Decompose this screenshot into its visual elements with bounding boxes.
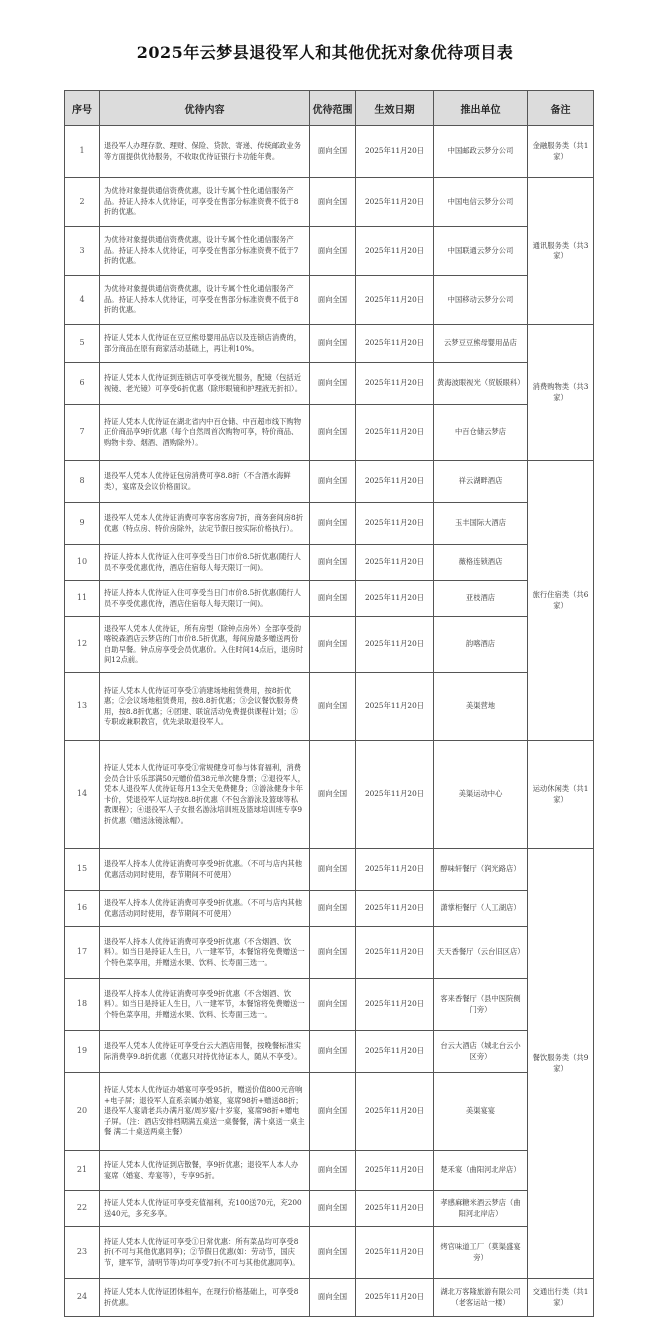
- row-no: 18: [65, 979, 100, 1031]
- row-unit: 烤官味道工厂（莫渠盛宴旁）: [434, 1227, 528, 1279]
- row-no: 22: [65, 1191, 100, 1227]
- header-row: [65, 91, 594, 126]
- table-row: [65, 461, 594, 503]
- row-scope: 面向全国: [310, 617, 356, 673]
- header-content: 优待内容: [100, 91, 310, 126]
- row-content: 持证人凭本人优待证团体租车，在现行价格基础上，可享受8折优惠。: [100, 1279, 310, 1317]
- row-date: 2025年11月20日: [356, 849, 434, 891]
- row-no: 17: [65, 927, 100, 979]
- row-no: 11: [65, 581, 100, 617]
- preferential-items-table: [64, 90, 594, 1317]
- row-unit: 天天香餐厅（云台旧区店）: [434, 927, 528, 979]
- row-unit: 薇格连锁酒店: [434, 545, 528, 581]
- row-unit: 美渠宴宴: [434, 1073, 528, 1151]
- row-unit: 醇味轩餐厅（润光路店）: [434, 849, 528, 891]
- row-no: 7: [65, 405, 100, 461]
- row-content: 为优待对象提供通信资费优惠，设计专属个性化通信服务产品。持证人持本人优待证，可享受在售部分标准资费不低于8折的优惠。: [100, 276, 310, 325]
- row-unit: 中百仓储云梦店: [434, 405, 528, 461]
- row-content: 退役军人办理存款、理财、保险、贷款、寄递、传统邮政业务等方面提供优待服务，不收取优待证银行卡功能年费。: [100, 126, 310, 178]
- row-scope: 面向全国: [310, 891, 356, 927]
- row-scope: 面向全国: [310, 325, 356, 363]
- table-row: [65, 405, 594, 461]
- row-no: 20: [65, 1073, 100, 1151]
- table-row: [65, 673, 594, 741]
- row-unit: 祥云湖畔酒店: [434, 461, 528, 503]
- row-no: 10: [65, 545, 100, 581]
- header-scope: 优待范围: [310, 91, 356, 126]
- row-unit: 玉丰国际大酒店: [434, 503, 528, 545]
- row-unit: 中国邮政云梦分公司: [434, 126, 528, 178]
- table-row: [65, 581, 594, 617]
- table-row: [65, 741, 594, 849]
- row-scope: 面向全国: [310, 126, 356, 178]
- row-content: 持证人凭本人优待证到店散餐，享9折优惠；退役军人本人办宴席（婚宴、寿宴等），专享95折。: [100, 1151, 310, 1191]
- row-no: 23: [65, 1227, 100, 1279]
- row-scope: 面向全国: [310, 927, 356, 979]
- row-date: 2025年11月20日: [356, 178, 434, 227]
- row-scope: 面向全国: [310, 405, 356, 461]
- row-date: 2025年11月20日: [356, 741, 434, 849]
- row-date: 2025年11月20日: [356, 979, 434, 1031]
- row-content: 持证人凭本人优待证可享受①日常优惠：所有菜品均可享受8折(不可与其他优惠同享)；②节假日优惠(如：劳动节，国庆节，建军节，清明节等)均可享受7折(不可与其他优惠同享)。: [100, 1227, 310, 1279]
- table-row: [65, 1031, 594, 1073]
- row-scope: 面向全国: [310, 276, 356, 325]
- row-no: 1: [65, 126, 100, 178]
- page-title: 2025年云梦县退役军人和其他优抚对象优待项目表: [136, 43, 514, 62]
- row-scope: 面向全国: [310, 545, 356, 581]
- row-scope: 面向全国: [310, 849, 356, 891]
- row-remark: 旅行住宿类（共6家）: [528, 461, 594, 741]
- row-unit: 中国联通云梦分公司: [434, 227, 528, 276]
- row-remark: 金融服务类（共1家）: [528, 126, 594, 178]
- row-unit: 潇掌柜餐厅（人工湖店）: [434, 891, 528, 927]
- row-date: 2025年11月20日: [356, 276, 434, 325]
- row-unit: 美渠运动中心: [434, 741, 528, 849]
- row-unit: 云梦豆豆熊母婴用品店: [434, 325, 528, 363]
- table-row: [65, 178, 594, 227]
- row-scope: 面向全国: [310, 178, 356, 227]
- table-row: [65, 503, 594, 545]
- row-content: 持证人凭本人优待证在湖北省内中百仓储、中百超市线下购物正价商品享9折优惠（每个自然周首次购物可享，特价商品、购物卡券、烟酒、酒购除外）。: [100, 405, 310, 461]
- row-no: 15: [65, 849, 100, 891]
- row-date: 2025年11月20日: [356, 1073, 434, 1151]
- row-unit: 亚枝酒店: [434, 581, 528, 617]
- row-date: 2025年11月20日: [356, 227, 434, 276]
- row-content: 退役军人持本人优待证消费可享受9折优惠（不含烟酒、饮料）。如当日是持证人生日，八一建军节，本餐馆将免费赠送一个特色菜享用，并赠送水果、饮料、长寿面三选一。: [100, 927, 310, 979]
- table-row: [65, 927, 594, 979]
- row-no: 2: [65, 178, 100, 227]
- row-no: 5: [65, 325, 100, 363]
- row-date: 2025年11月20日: [356, 503, 434, 545]
- row-no: 3: [65, 227, 100, 276]
- row-content: 退役军人持本人优待证消费可享受9折优惠（不含烟酒、饮料）。如当日是持证人生日，八一建军节，本餐馆将免费赠送一个特色菜享用，并赠送水果、饮料、长寿面三选一。: [100, 979, 310, 1031]
- row-no: 9: [65, 503, 100, 545]
- row-date: 2025年11月20日: [356, 325, 434, 363]
- row-content: 持证人凭本人优待证在豆豆熊母婴用品店以及连锁店消费的，部分商品在原有商家活动基础上，再让利10%。: [100, 325, 310, 363]
- row-unit: 客来香餐厅（县中医院侧门旁）: [434, 979, 528, 1031]
- row-date: 2025年11月20日: [356, 1151, 434, 1191]
- row-no: 8: [65, 461, 100, 503]
- table-row: [65, 276, 594, 325]
- row-date: 2025年11月20日: [356, 126, 434, 178]
- row-no: 24: [65, 1279, 100, 1317]
- row-date: 2025年11月20日: [356, 581, 434, 617]
- row-no: 4: [65, 276, 100, 325]
- table-row: [65, 1073, 594, 1151]
- row-scope: 面向全国: [310, 581, 356, 617]
- row-date: 2025年11月20日: [356, 673, 434, 741]
- row-date: 2025年11月20日: [356, 1031, 434, 1073]
- row-remark: 通讯服务类（共3家）: [528, 178, 594, 325]
- row-unit: 黄海波眼视光（贸版眼科）: [434, 363, 528, 405]
- row-unit: 孝感麻糖米酒云梦店（曲阳河北岸店）: [434, 1191, 528, 1227]
- table-row: [65, 545, 594, 581]
- row-content: 退役军人凭本人优待证消费可享客房客房7折，商务套间房8折优惠（特点房、特价房除外，法定节假日按实际价格执行）。: [100, 503, 310, 545]
- row-content: 退役军人凭本人优待证，所有房型（除钟点房外）全部享受韵喀锐森酒店云梦店的门市价8.5折优惠，每间房最多赠送两份自助早餐。钟点房享受会员优惠价。入住时间14点后，退房时间12点前。: [100, 617, 310, 673]
- row-date: 2025年11月20日: [356, 927, 434, 979]
- row-scope: 面向全国: [310, 363, 356, 405]
- row-scope: 面向全国: [310, 673, 356, 741]
- table-row: [65, 891, 594, 927]
- row-scope: 面向全国: [310, 1227, 356, 1279]
- row-content: 持证人凭本人优待证可享受充值福利，充100送70元，充200送40元，多充多享。: [100, 1191, 310, 1227]
- row-unit: 中国电信云梦分公司: [434, 178, 528, 227]
- row-content: 持证人凭本人优待证可享受①常规健身可参与体育福利，消费会员合计乐乐部满50元赠价值38元单次健身票；②退役军人，凭本人退役军人优待证每月13全天免费健身；③游泳健身卡年卡价，凭退役军人证均按8.8折优惠（不包含游泳及篮球等私教课程）；④退役军人子女报名游泳培训班及篮球培训班专享9折优惠（赠送泳镜泳帽）。: [100, 741, 310, 849]
- table-row: [65, 1191, 594, 1227]
- row-content: 退役军人持本人优待证消费可享受9折优惠。（不可与店内其他优惠活动同时使用，春节期间不可使用）: [100, 891, 310, 927]
- row-scope: 面向全国: [310, 227, 356, 276]
- row-date: 2025年11月20日: [356, 617, 434, 673]
- row-no: 14: [65, 741, 100, 849]
- row-remark: 运动休闲类（共1家）: [528, 741, 594, 849]
- row-scope: 面向全国: [310, 741, 356, 849]
- row-content: 持证人凭本人优待证办婚宴可享受95折，赠送价值800元音响+电子屏；退役军人直系亲属办婚宴，宴席98折+赠送88折；退役军人宴请老兵办满月宴/周岁宴/十岁宴，宴席98折+赠电子屏。（注：酒店安排档期满五桌送一桌餐餐，满十桌送一桌主餐 满二十桌送两桌主餐）: [100, 1073, 310, 1151]
- row-date: 2025年11月20日: [356, 1279, 434, 1317]
- row-no: 6: [65, 363, 100, 405]
- row-no: 13: [65, 673, 100, 741]
- header-no: 序号: [65, 91, 100, 126]
- table-row: [65, 126, 594, 178]
- table-row: [65, 617, 594, 673]
- row-content: 退役军人凭本人优待证包房消费可享8.8折（不含酒水海鲜类），宴席及会议价格面议。: [100, 461, 310, 503]
- table-row: [65, 1227, 594, 1279]
- row-content: 持证人凭本人优待证到连锁店可享受视光服务，配镜（包括近视镜、老光镜）可享受6折优惠（除形眼镜和护理液无折扣）。: [100, 363, 310, 405]
- row-content: 为优待对象提供通信资费优惠，设计专属个性化通信服务产品。持证人持本人优待证，可享受在售部分标准资费不低于7折的优惠。: [100, 227, 310, 276]
- row-date: 2025年11月20日: [356, 545, 434, 581]
- row-remark: 交通出行类（共1家）: [528, 1279, 594, 1317]
- row-content: 持证人持本人优待证入住可享受当日门市价8.5折优惠(随行人员不享受优惠优待，酒店住宿每人每天限订一间)。: [100, 581, 310, 617]
- row-scope: 面向全国: [310, 503, 356, 545]
- row-date: 2025年11月20日: [356, 1191, 434, 1227]
- row-no: 16: [65, 891, 100, 927]
- row-scope: 面向全国: [310, 1073, 356, 1151]
- row-unit: 中国移动云梦分公司: [434, 276, 528, 325]
- row-scope: 面向全国: [310, 1031, 356, 1073]
- row-content: 退役军人凭本人优待证可享受台云大酒店用餐，按晚餐标准实际消费享9.8折优惠（优惠只对持优待证本人，随从不享受）。: [100, 1031, 310, 1073]
- header-unit: 推出单位: [434, 91, 528, 126]
- row-scope: 面向全国: [310, 1151, 356, 1191]
- row-unit: 美渠营地: [434, 673, 528, 741]
- row-date: 2025年11月20日: [356, 363, 434, 405]
- table-row: [65, 1151, 594, 1191]
- table-row: [65, 325, 594, 363]
- table-row: [65, 227, 594, 276]
- table-row: [65, 363, 594, 405]
- row-scope: 面向全国: [310, 1191, 356, 1227]
- row-date: 2025年11月20日: [356, 891, 434, 927]
- table-row: [65, 849, 594, 891]
- row-content: 持证人凭本人优待证可享受①消建场地租赁费用，按8折优惠；②会议场地租赁费用，按8.8折优惠；③会议餐饮服务费用，按8.8折优惠；④团建、联谊活动免费提供课程计划；⑤专职或兼职教官，优先录取退役军人。: [100, 673, 310, 741]
- row-content: 持证人持本人优待证入住可享受当日门市价8.5折优惠(随行人员不享受优惠优待，酒店住宿每人每天限订一间)。: [100, 545, 310, 581]
- row-no: 12: [65, 617, 100, 673]
- row-content: 为优待对象提供通信资费优惠，设计专属个性化通信服务产品。持证人持本人优待证，可享受在售部分标准资费不低于8折的优惠。: [100, 178, 310, 227]
- row-remark: 餐饮服务类（共9家）: [528, 849, 594, 1279]
- row-unit: 湖北万客隆旅游有限公司（老客运站一楼）: [434, 1279, 528, 1317]
- row-content: 退役军人持本人优待证消费可享受9折优惠。（不可与店内其他优惠活动同时使用，春节期间不可使用）: [100, 849, 310, 891]
- row-remark: 消费购物类（共3家）: [528, 325, 594, 461]
- table-row: [65, 979, 594, 1031]
- row-scope: 面向全国: [310, 461, 356, 503]
- row-unit: 楚禾宴（曲阳河北岸店）: [434, 1151, 528, 1191]
- header-remark: 备注: [528, 91, 594, 126]
- row-unit: 韵喀酒店: [434, 617, 528, 673]
- row-no: 21: [65, 1151, 100, 1191]
- row-no: 19: [65, 1031, 100, 1073]
- row-date: 2025年11月20日: [356, 405, 434, 461]
- table-row: [65, 1279, 594, 1317]
- row-date: 2025年11月20日: [356, 461, 434, 503]
- row-unit: 台云大酒店（城北台云小区旁）: [434, 1031, 528, 1073]
- row-date: 2025年11月20日: [356, 1227, 434, 1279]
- row-scope: 面向全国: [310, 1279, 356, 1317]
- row-scope: 面向全国: [310, 979, 356, 1031]
- header-date: 生效日期: [356, 91, 434, 126]
